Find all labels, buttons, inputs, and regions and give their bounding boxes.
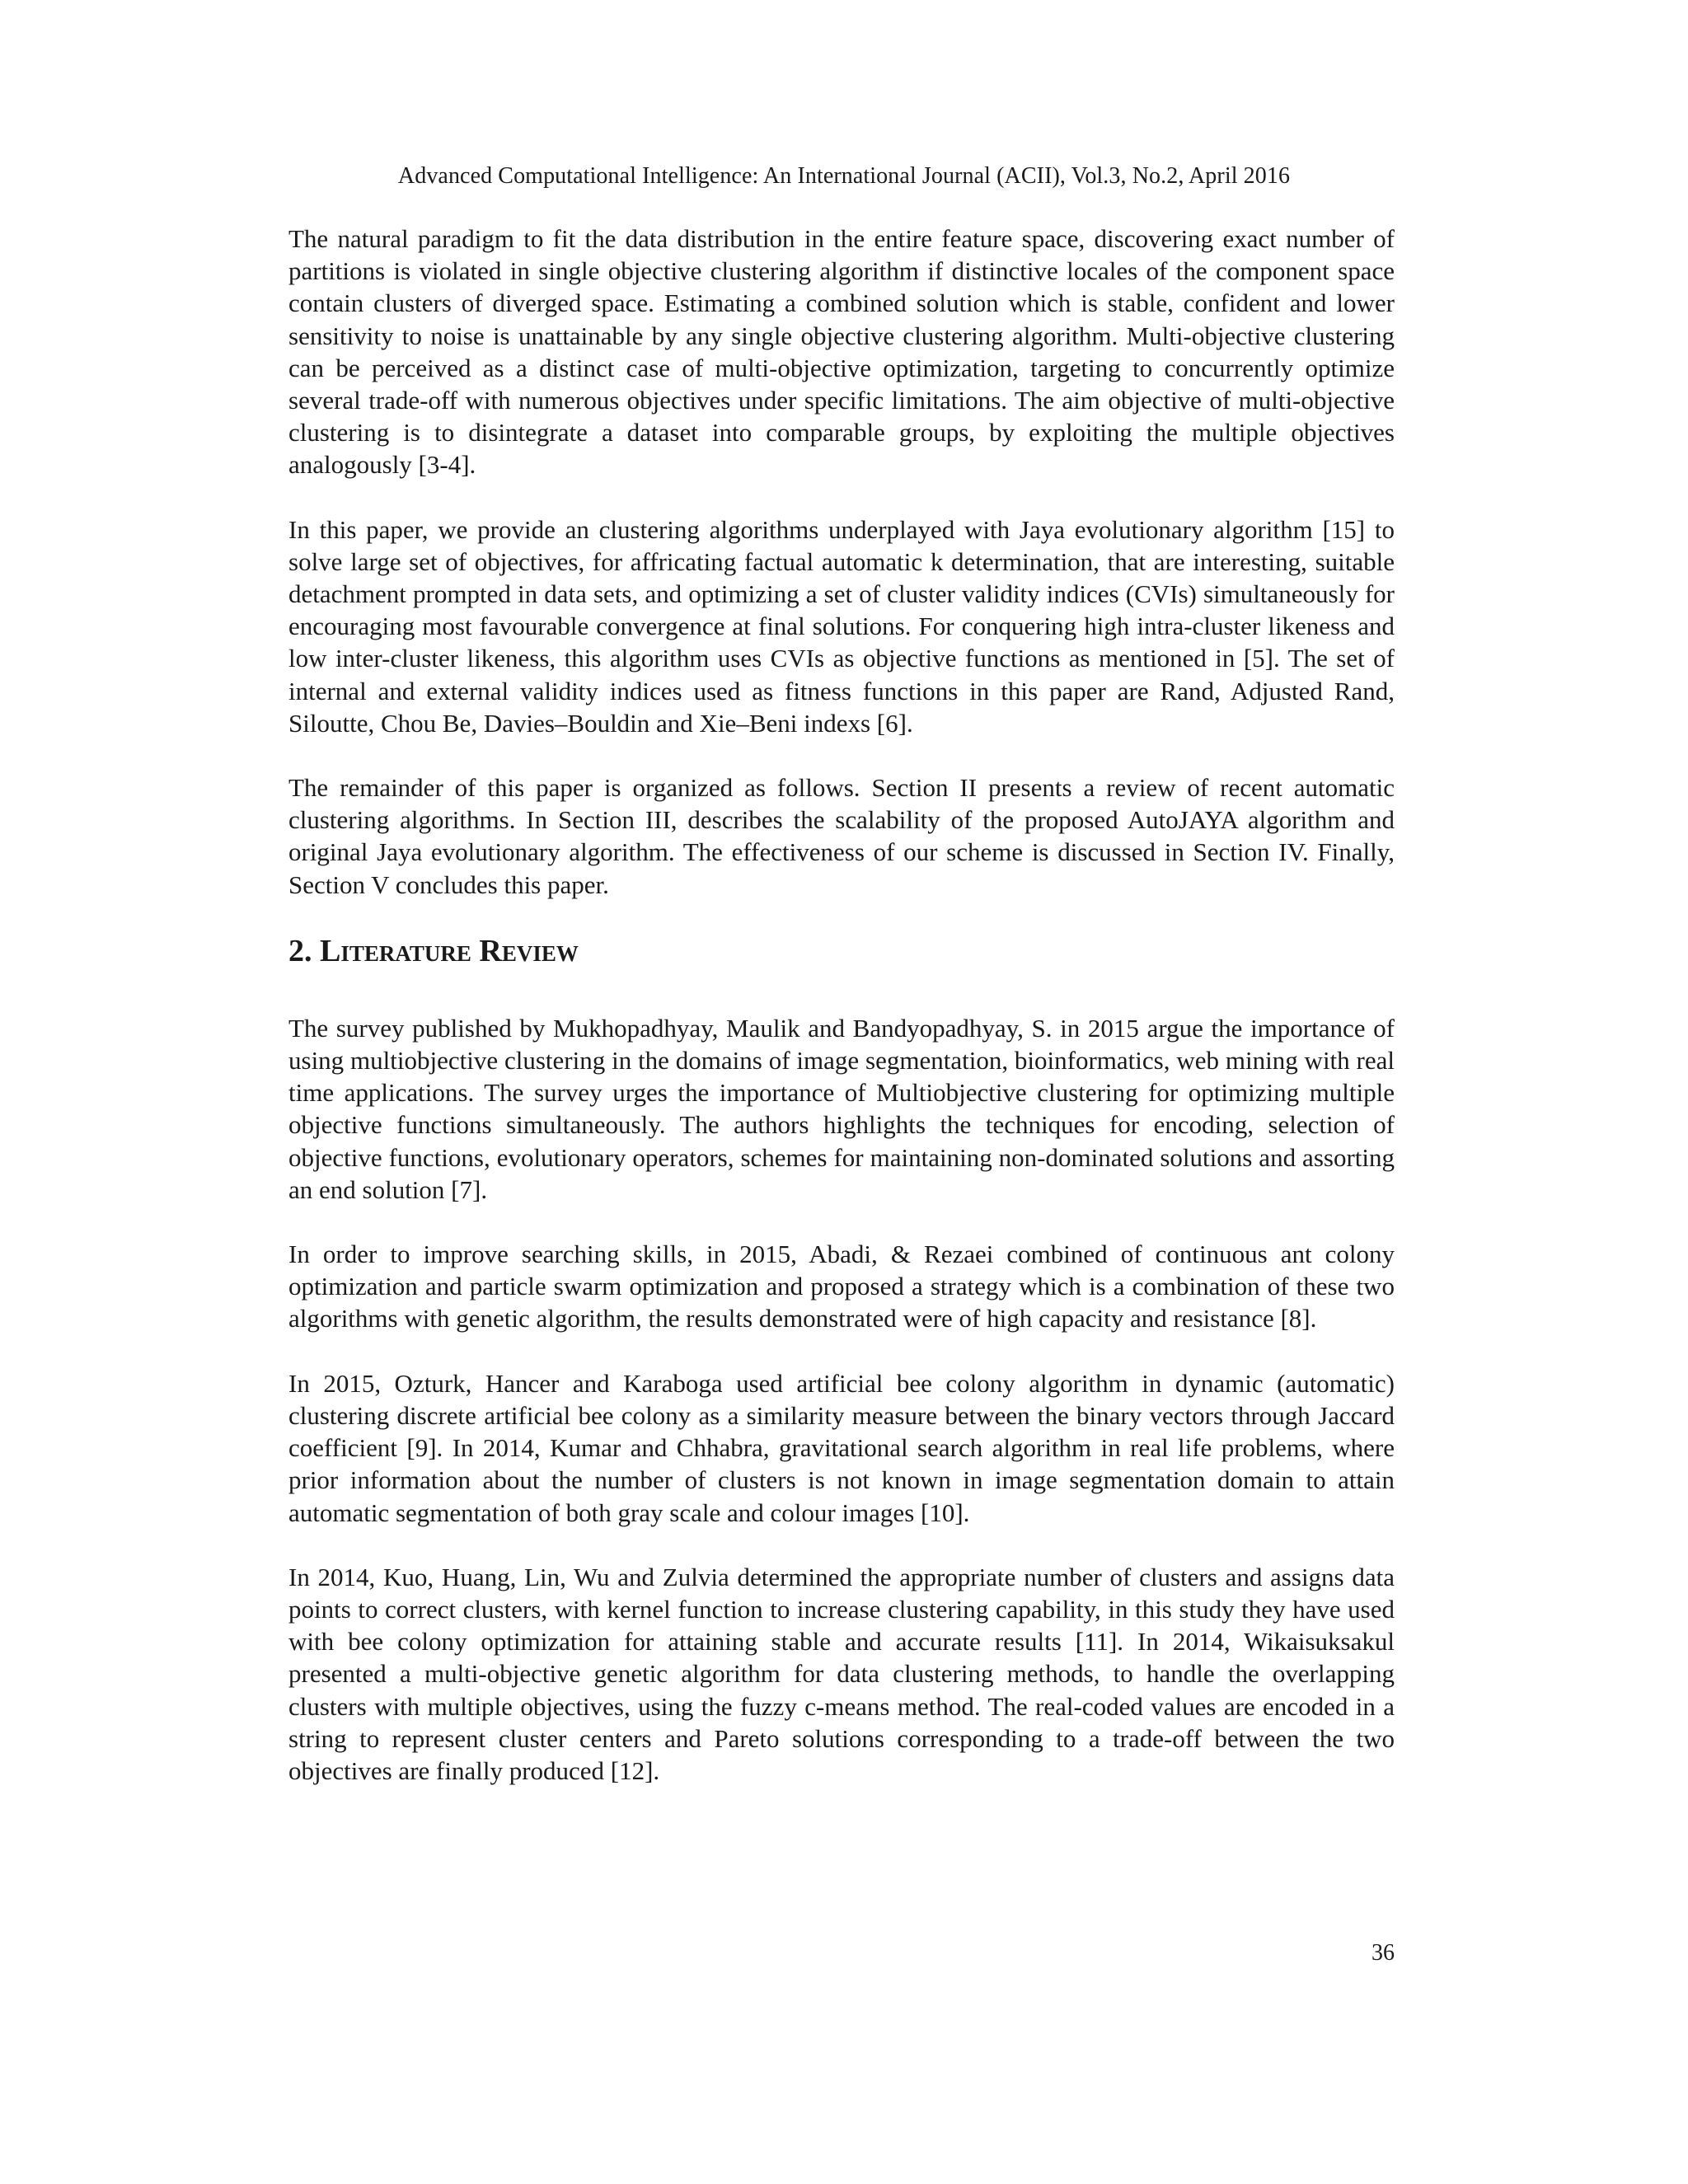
page-number: 36	[1372, 1940, 1395, 1966]
body-text	[288, 223, 1395, 1819]
literature-paragraph-3: In 2015, Ozturk, Hancer and Karaboga used artificial bee colony algorithm in dynamic (automatic) clustering discrete artificial bee colony as a similarity measure between the binary vectors through Jaccard coefficient [9]. In 2014, Kumar and Chhabra, gravitational search algorithm in real life problems, where prior information about the number of clusters is not known in image segmentation domain to attain automatic segmentation of both gray scale and colour images [10].	[288, 1368, 1395, 1527]
section-title: Literature Review	[320, 933, 579, 968]
running-header: Advanced Computational Intelligence: An International Journal (ACII), Vol.3, No.2, April 2016	[397, 163, 1291, 189]
literature-paragraph-4: In 2014, Kuo, Huang, Lin, Wu and Zulvia determined the appropriate number of clusters and assigns data points to correct clusters, with kernel function to increase clustering capability, in this study they have used with bee colony optimization for attaining stable and accurate results [11]. In 2014, Wikaisuksakul presented a multi-objective genetic algorithm for data clustering methods, to handle the overlapping clusters with multiple objectives, using the fuzzy c-means method. The real-coded values are encoded in a string to represent cluster centers and Pareto solutions corresponding to a trade-off between the two objectives are finally produced [12].	[288, 1562, 1395, 1785]
section-number: 2.	[288, 933, 312, 968]
literature-paragraph-2: In order to improve searching skills, in 2015, Abadi, & Rezaei combined of continuous ant colony optimization and particle swarm optimization and proposed a strategy which is a combination of these two algorithms with genetic algorithm, the results demonstrated were of high capacity and resistance [8].	[288, 1240, 1395, 1333]
intro-paragraph-1: The natural paradigm to fit the data distribution in the entire feature space, discovering exact number of partitions is violated in single objective clustering algorithm if distinctive locales of the component space contain clusters of diverged space. Estimating a combined solution which is stable, confident and lower sensitivity to noise is unattainable by any single objective clustering algorithm. Multi-objective clustering can be perceived as a distinct case of multi-objective optimization, targeting to concurrently optimize several trade-off with numerous objectives under specific limitations. The aim objective of multi-objective clustering is to disintegrate a dataset into comparable groups, by exploiting the multiple objectives analogously [3-4].	[288, 224, 1395, 480]
literature-paragraph-1: The survey published by Mukhopadhyay, Maulik and Bandyopadhyay, S. in 2015 argue the importance of using multiobjective clustering in the domains of image segmentation, bioinformatics, web mining with real time applications. The survey urges the importance of Multiobjective clustering for optimizing multiple objective functions simultaneously. The authors highlights the techniques for encoding, selection of objective functions, evolutionary operators, schemes for maintaining non-dominated solutions and assorting an end solution [7].	[288, 1013, 1395, 1204]
section-heading	[288, 933, 1395, 969]
intro-paragraph-2: In this paper, we provide an clustering algorithms underplayed with Jaya evolutionary algorithm [15] to solve large set of objectives, for affricating factual automatic k determination, that are interesting, suitable detachment prompted in data sets, and optimizing a set of cluster validity indices (CVIs) simultaneously for encouraging most favourable convergence at final solutions. For conquering high intra-cluster likeness and low inter-cluster likeness, this algorithm uses CVIs as objective functions as mentioned in [5]. The set of internal and external validity indices used as fitness functions in this paper are Rand, Adjusted Rand, Siloutte, Chou Be, Davies–Bouldin and Xie–Beni indexs [6].	[288, 514, 1395, 738]
intro-paragraph-3: The remainder of this paper is organized as follows. Section II presents a review of recent automatic clustering algorithms. In Section III, describes the scalability of the proposed AutoJAYA algorithm and original Jaya evolutionary algorithm. The effectiveness of our scheme is discussed in Section IV. Finally, Section V concludes this paper.	[288, 773, 1395, 899]
